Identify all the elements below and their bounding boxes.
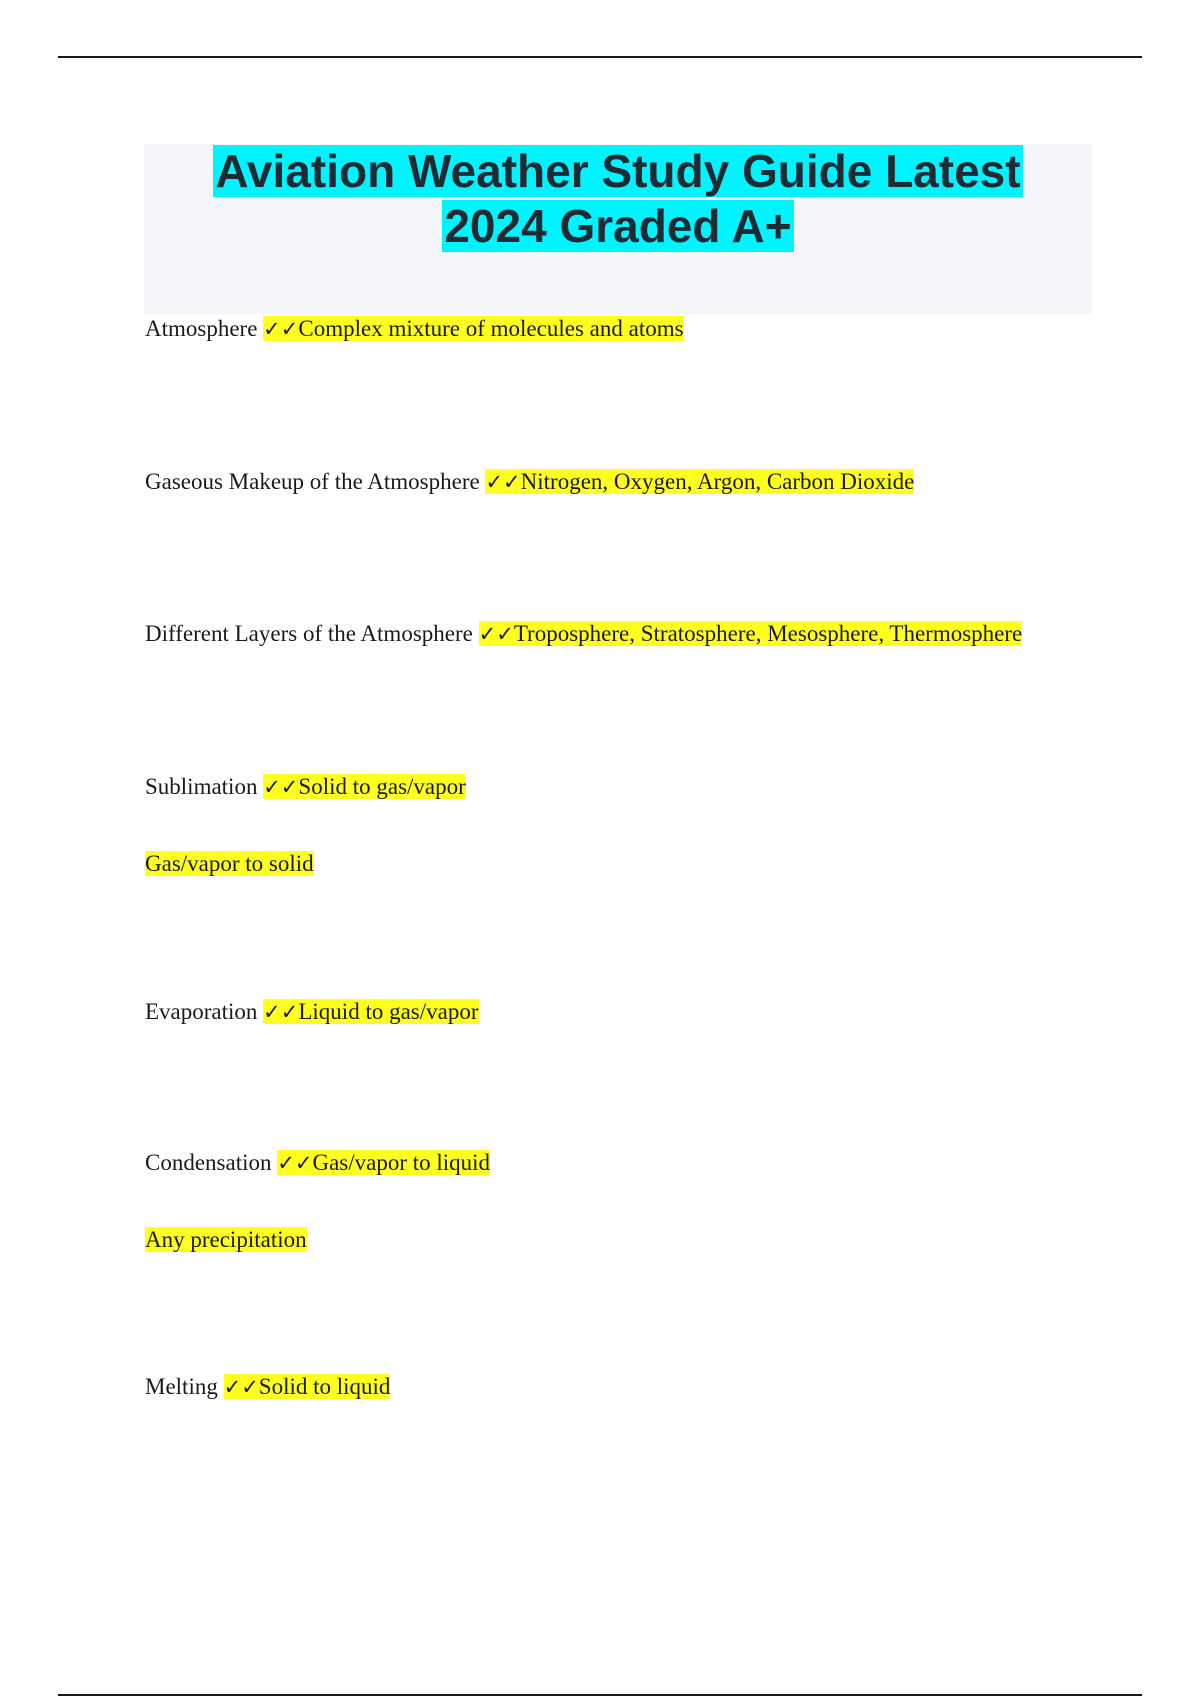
answer: Liquid to gas/vapor	[298, 999, 479, 1024]
term: Melting	[145, 1374, 224, 1399]
check-mark-icon: ✓✓	[263, 775, 299, 799]
page-title	[144, 144, 1092, 254]
answer: Solid to liquid	[258, 1374, 391, 1399]
term: Sublimation	[145, 774, 264, 799]
check-mark-icon: ✓✓	[277, 1151, 313, 1175]
answer-highlight	[263, 316, 683, 341]
title-box	[144, 144, 1092, 314]
check-mark-icon: ✓✓	[263, 1000, 299, 1024]
term: Atmosphere	[145, 316, 264, 341]
bottom-rule	[58, 1694, 1142, 1696]
check-mark-icon: ✓✓	[223, 1375, 259, 1399]
answer-extra: Any precipitation	[145, 1227, 307, 1252]
check-mark-icon: ✓✓	[478, 622, 514, 646]
answer: Complex mixture of molecules and atoms	[298, 316, 684, 341]
top-rule	[58, 56, 1142, 58]
qa-entry-condensation	[145, 1148, 490, 1178]
answer-highlight	[263, 774, 466, 799]
answer-extra: Gas/vapor to solid	[145, 851, 314, 876]
qa-entry-sublimation	[145, 772, 466, 802]
title-line-1: Aviation Weather Study Guide Latest	[215, 145, 1021, 197]
answer: Gas/vapor to liquid	[312, 1150, 491, 1175]
qa-entry-condensation-extra	[145, 1225, 307, 1255]
check-mark-icon: ✓✓	[485, 470, 521, 494]
answer-highlight	[263, 999, 478, 1024]
qa-entry-evaporation	[145, 997, 479, 1027]
qa-entry-melting	[145, 1372, 390, 1402]
answer: Solid to gas/vapor	[298, 774, 466, 799]
term: Condensation	[145, 1150, 278, 1175]
check-mark-icon: ✓✓	[263, 317, 299, 341]
answer-highlight	[479, 621, 1023, 646]
term: Evaporation	[145, 999, 264, 1024]
qa-entry-atmosphere	[145, 314, 684, 344]
answer-highlight	[485, 469, 914, 494]
answer-highlight	[224, 1374, 391, 1399]
qa-entry-sublimation-extra	[145, 849, 314, 879]
answer: Troposphere, Stratosphere, Mesosphere, Thermosphere	[513, 621, 1023, 646]
term: Gaseous Makeup of the Atmosphere	[145, 469, 486, 494]
answer: Nitrogen, Oxygen, Argon, Carbon Dioxide	[520, 469, 915, 494]
title-line-2: 2024 Graded A+	[444, 200, 792, 252]
answer-highlight	[277, 1150, 490, 1175]
qa-entry-gaseous-makeup	[145, 467, 914, 497]
qa-entry-layers	[145, 619, 1022, 649]
term: Different Layers of the Atmosphere	[145, 621, 479, 646]
